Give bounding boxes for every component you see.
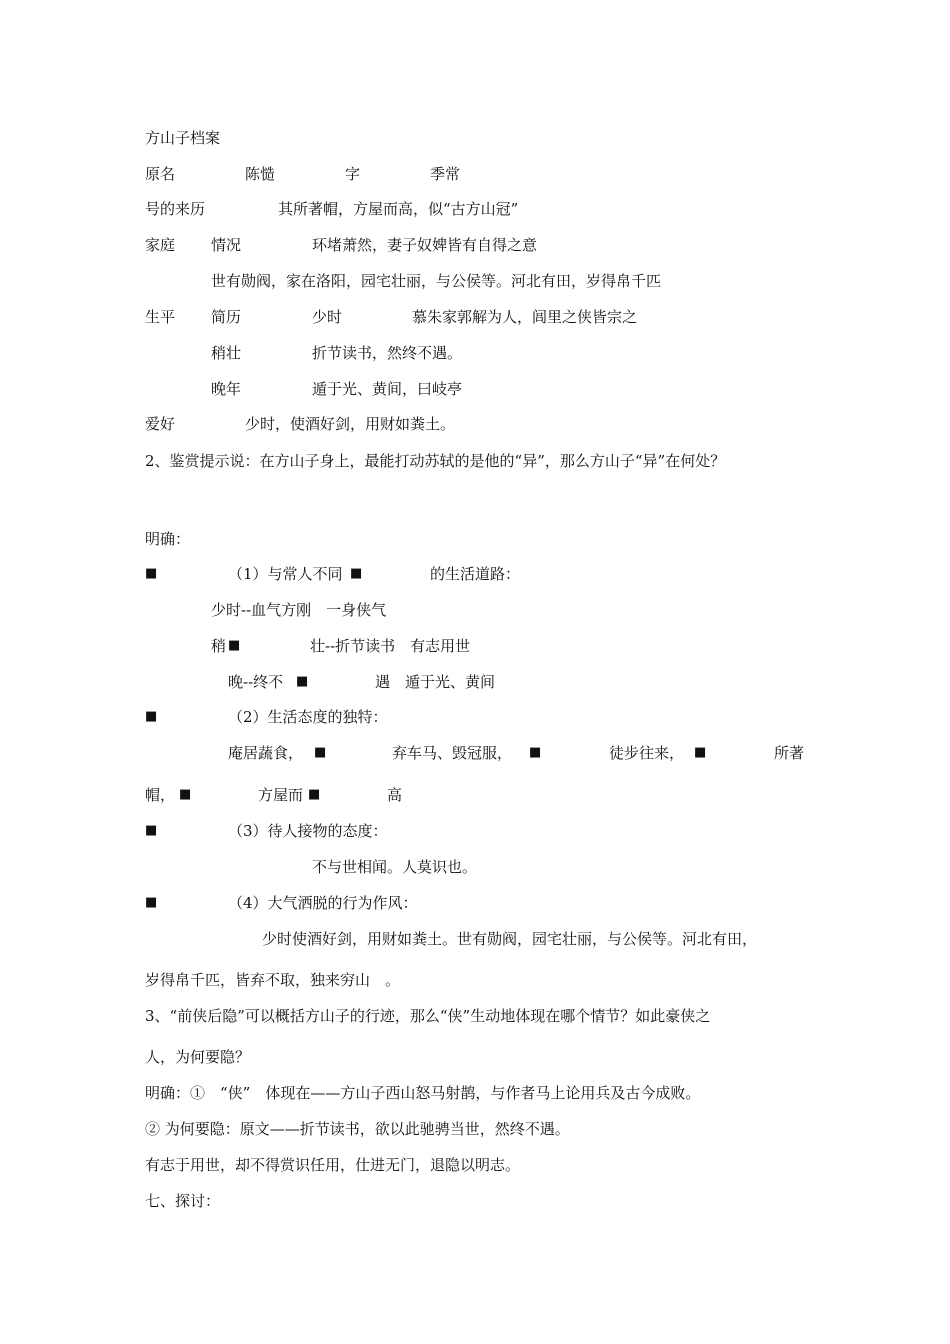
point-2: （2）生活态度的独特： [228, 708, 388, 726]
answer-3-line-3: 有志于用世，却不得赏识任用，仕进无门，退隐以明志。 [145, 1156, 521, 1174]
hobby-value: 少时，使酒好剑，用财如粪土。 [245, 415, 456, 433]
origin-value: 其所著帽，方屋而高，似“古方山冠” [278, 200, 519, 218]
bullet-3: ■ [145, 823, 158, 838]
family-value-2: 世有勋阀，家在洛阳，园宅壮丽，与公侯等。河北有田，岁得帛千匹 [211, 272, 662, 290]
archive-title: 方山子档案 [145, 129, 221, 147]
original-name-value: 陈慥 [245, 165, 276, 183]
origin-label: 号的来历 [145, 200, 206, 218]
original-name-label: 原名 [145, 165, 176, 183]
point-1-line-3b: 遇 遁于光、黄间 [375, 673, 496, 691]
bullet-2b: ■ [529, 745, 542, 760]
point-4-line-2: 岁得帛千匹，皆弃不取，独来穷山 。 [145, 971, 401, 989]
question-3-line-2: 人，为何要隐？ [145, 1048, 251, 1066]
courtesy-value: 季常 [430, 165, 461, 183]
bullet-1c: ■ [228, 638, 241, 653]
adult-value: 折节读书，然终不遇。 [312, 344, 463, 362]
answer-3-line-1: 明确：① “侠” 体现在——方山子西山怒马射鹊，与作者马上论用兵及古今成败。 [145, 1084, 701, 1102]
point-1-b: 的生活道路： [430, 565, 521, 583]
hobby-label: 爱好 [145, 415, 176, 433]
point-2-b: 弃车马、毁冠服， [392, 744, 513, 762]
point-2-e: 帽， [145, 786, 176, 804]
family-value: 环堵萧然，妻子奴婢皆有自得之意 [312, 236, 538, 254]
bullet-4: ■ [145, 895, 158, 910]
bullet-1: ■ [145, 566, 158, 581]
point-3-line-1: 不与世相闻。人莫识也。 [312, 858, 478, 876]
answer-label: 明确： [145, 530, 191, 548]
point-4: （4）大气洒脱的行为作风： [228, 894, 418, 912]
question-2: 2、鉴赏提示说：在方山子身上，最能打动苏轼的是他的“异”，那么方山子“异”在何处？ [145, 452, 726, 470]
adult-label: 稍壮 [211, 344, 242, 362]
bullet-2e: ■ [308, 787, 321, 802]
family-sub-label: 情况 [211, 236, 242, 254]
life-label: 生平 [145, 308, 176, 326]
point-2-g: 高 [387, 786, 403, 804]
late-label: 晚年 [211, 380, 242, 398]
bullet-2: ■ [145, 709, 158, 724]
point-1-line-2b: 壮--折节读书 有志用世 [310, 637, 471, 655]
point-1-a: （1）与常人不同 [228, 565, 343, 583]
point-2-c: 徒步往来， [609, 744, 685, 762]
bullet-2a: ■ [314, 745, 327, 760]
point-2-d: 所著 [774, 744, 805, 762]
answer-3-line-2: ② 为何要隐：原文——折节读书，欲以此驰骋当世，然终不遇。 [145, 1120, 570, 1138]
bullet-2c: ■ [694, 745, 707, 760]
point-1-line-2a: 稍 [211, 637, 227, 655]
bullet-2d: ■ [179, 787, 192, 802]
youth-value: 慕朱家郭解为人，闾里之侠皆宗之 [412, 308, 638, 326]
bullet-1b: ■ [350, 566, 363, 581]
bullet-1d: ■ [296, 674, 309, 689]
courtesy-label: 字 [345, 165, 361, 183]
life-sub-label: 简历 [211, 308, 242, 326]
point-2-f: 方屋而 [258, 786, 304, 804]
late-value: 遁于光、黄间，曰岐亭 [312, 380, 463, 398]
point-1-line-1: 少时--血气方刚 一身侠气 [211, 601, 387, 619]
point-3: （3）待人接物的态度： [228, 822, 388, 840]
youth-label: 少时 [312, 308, 343, 326]
family-label: 家庭 [145, 236, 176, 254]
question-3-line-1: 3、“前侠后隐”可以概括方山子的行迹，那么“侠”生动地体现在哪个情节？如此豪侠之 [145, 1007, 711, 1025]
point-1-line-3a: 晚--终不 [228, 673, 284, 691]
point-2-a: 庵居蔬食， [228, 744, 304, 762]
point-4-line-1: 少时使酒好剑，用财如粪土。世有勋阀，园宅壮丽，与公侯等。河北有田， [262, 930, 758, 948]
section-7-heading: 七、探讨： [145, 1192, 221, 1210]
